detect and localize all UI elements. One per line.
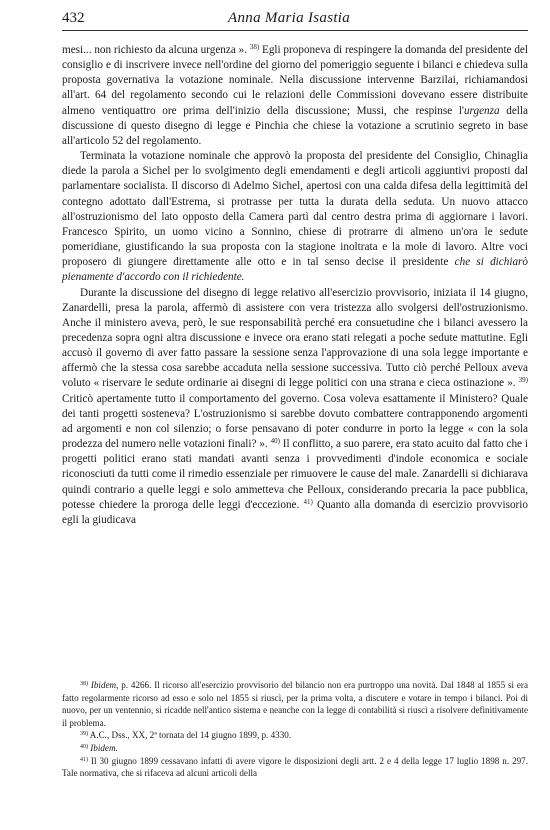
footnote bbox=[62, 679, 528, 729]
text-run: Terminata la votazione nominale che approvò la proposta del presidente del Consiglio, Chinaglia diede la parola a Sichel per lo svolgimento degli emendamenti e degli articoli aggiuntivi proposti dal parlamentare socialista. Il discorso di Adelmo Sichel, apertosi con una calda difesa della legittimità del contegno adottato dall'Estrema, si protrasse per tutta la durata della seduta. Un nuovo attacco all'ostruzionismo del lato opposto della Camera partì dal centro destra prima di aggiornare i lavori. Francesco Spirito, un uomo vicino a Sonnino, chiese di protrarre di almeno un'ora le sedute pomeridiane, giustificando la sua proposta con la stagione inoltrata e la mole di lavoro. Altre voci proposero di giungere direttamente alle otto e in tal senso decise il presidente bbox=[62, 150, 528, 269]
footnote bbox=[62, 742, 528, 755]
footnote-ref: 39) bbox=[80, 731, 88, 738]
footnote bbox=[62, 755, 528, 780]
page-header bbox=[62, 10, 528, 31]
text-run: Il conflitto, a suo parere, era stato acuito dal fatto che i progetti politici erano stati mandati avanti senza i provvedimenti d'indole economica e sociale riconosciuti da tutti come il rimedio essenziale per rimuovere le cause del male. Zanardelli si dichiarava quindi contrario a quelle leggi e solo ammetteva che Pelloux, considerando precaria la pace pubblica, potesse chiedere la proroga delle leggi d'eccezione. bbox=[62, 438, 528, 511]
text-run: Egli proponeva di respingere la domanda del presidente del consiglio e di inscrivere invece nell'ordine del giorno del pomeriggio seguente i bilanci e chiedeva sulla proposta governativa la votazione nominale. Nella discussione intervenne Barzilai, richiamandosi all'art. 64 del regolamento secondo cui le relazioni delle Commissioni dovevano essere distribuite almeno ventiquattro ore prima dell'inizio della discussione; Mussi, che respinse l' bbox=[62, 44, 528, 117]
italic-text: che si dichiarò pienamente d'accordo con il richiedente. bbox=[62, 256, 528, 284]
footnote-ref: 40) bbox=[270, 437, 280, 446]
page-number: 432 bbox=[62, 10, 85, 26]
body-text bbox=[62, 43, 528, 528]
page bbox=[62, 10, 528, 528]
paragraph bbox=[62, 149, 528, 285]
italic-text: Ibidem. bbox=[90, 742, 118, 753]
text-run: della discussione di questo disegno di legge e Pinchia che chiese la votazione a scrutinio segreto in base all'articolo 52 del regolamento. bbox=[62, 104, 528, 147]
footnote bbox=[62, 729, 528, 742]
footnote-ref: 41) bbox=[303, 497, 313, 506]
text-run: A.C., Dss., XX, 2ª tornata del 14 giugno 1899, p. 4330. bbox=[88, 730, 292, 741]
italic-text: urgenza bbox=[463, 104, 500, 117]
paragraph bbox=[62, 43, 528, 149]
text-run: Criticò apertamente tutto il comportamento del governo. Cosa voleva esattamente il Ministero? Quale dei tanti progetti sosteneva? L'ostruzionismo si sarebbe dovuto combattere contrapponendo argomenti ad argomenti e non col silenzio; o forse pensavano di poter condurre in porto la legge « con la sola prodezza del numero nelle votazioni finali? ». bbox=[62, 392, 528, 451]
text-run: Quanto alla domanda di esercizio provvisorio egli la giudicava bbox=[62, 498, 528, 526]
italic-text: Ibidem, bbox=[90, 680, 119, 690]
paragraph bbox=[62, 286, 528, 529]
footnote-ref: 39) bbox=[518, 376, 528, 385]
text-run: mesi... non richiesto da alcuna urgenza ». bbox=[62, 44, 250, 56]
text-run: Durante la discussione del disegno di legge relativo all'esercizio provvisorio, iniziata il 14 giugno, Zanardelli, presa la parola, affermò di assistere con vera tristezza allo svolgersi dell'ostruzionismo. Anche il ministero aveva, però, le sue responsabilità perché era consuetudine che i bilanci avessero la precedenza sopra ogni altra discussione e invece ora erano stati relegati a poche sedute mattutine. Egli accusò il governo di aver fatto passare la sessione senza l'approvazione di una sola legge importante e affermò che la stessa cosa sarebbe accaduta nella sessione successiva. Tutto ciò perché Pelloux aveva voluto « riservare le sedute ordinarie ai disegni di legge politici con una strana e cieca ostinazione ». bbox=[62, 286, 528, 390]
text-run: Il 30 giugno 1899 cessavano infatti di avere vigore le disposizioni degli artt. 2 e 4 della legge 17 luglio 1898 n. 297. Tale normativa, che si rifaceva ad alcuni articoli della bbox=[62, 755, 528, 779]
footnote-ref: 41) bbox=[80, 756, 88, 763]
footnote-ref: 38) bbox=[249, 43, 260, 51]
footnotes bbox=[62, 679, 528, 780]
text-run: p. 4266. Il ricorso all'esercizio provvisorio del bilancio non era purtroppo una novità. Dal 1848 al 1855 si era fatto regolarmente ricorso ad esso e solo nel 1855 si riuscì, per la prima volta, a discutere e votare in tempo i bilanci. Poi di nuovo, per un ventennio, si ricadde nell'antico sistema e neanche con la legge di contabilità si riuscì a risolvere definitivamente il problema. bbox=[62, 680, 528, 728]
running-head: Anna Maria Isastia bbox=[228, 10, 351, 26]
footnote-ref: 40) bbox=[80, 743, 88, 750]
footnote-ref: 38) bbox=[80, 681, 88, 687]
